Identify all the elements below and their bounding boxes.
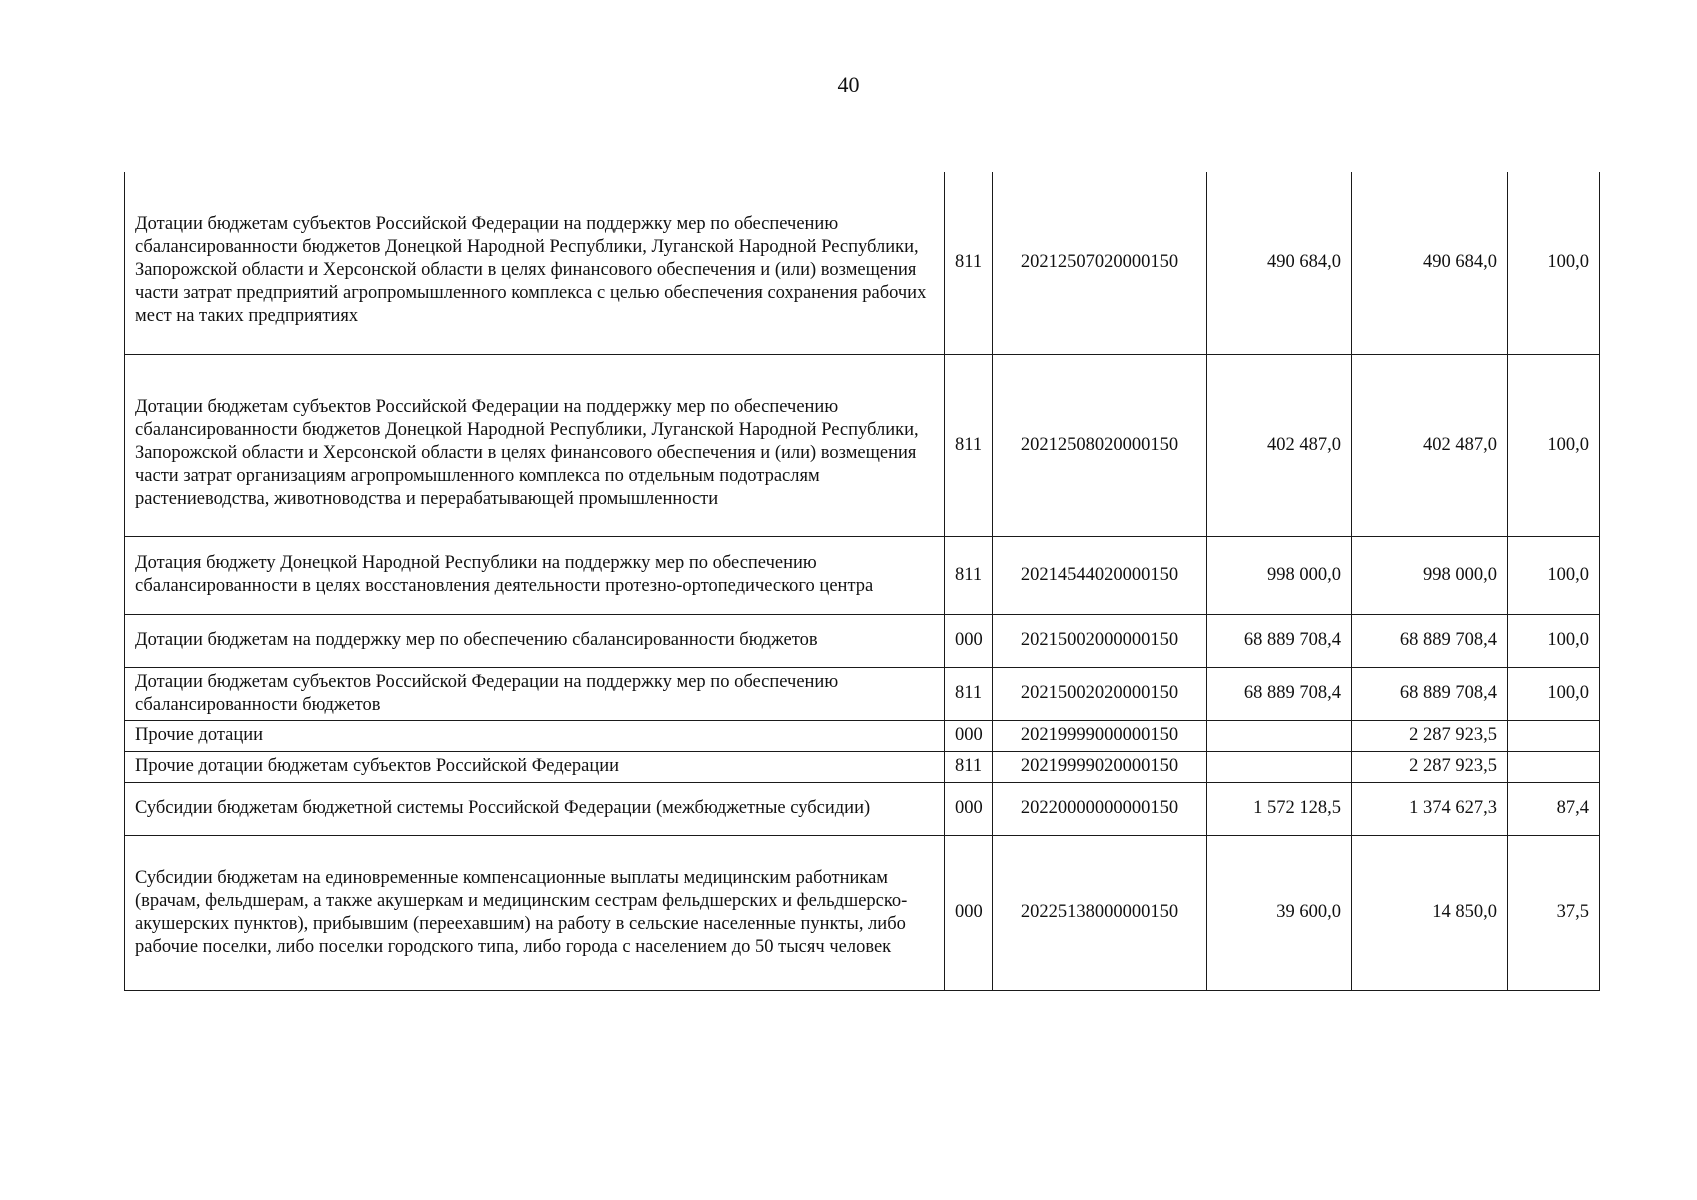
row-budget-code: 20215002020000150: [993, 667, 1207, 720]
table-row: [125, 536, 1600, 614]
row-budget-code: 20215002000000150: [993, 614, 1207, 667]
row-fact-value: 2 287 923,5: [1352, 751, 1508, 782]
table-row: [125, 614, 1600, 667]
budget-revenue-table: [124, 172, 1600, 991]
table-row: [125, 720, 1600, 751]
row-name: Субсидии бюджетам бюджетной системы Российской Федерации (межбюджетные субсидии): [125, 782, 945, 835]
row-name: Субсидии бюджетам на единовременные компенсационные выплаты медицинским работникам (врачам, фельдшерам, а также акушеркам и медицинским сестрам фельдшерских и фельдшерско-акушерских пунктов), прибывшим (переехавшим) на работу в сельские населенные пункты, либо рабочие поселки, либо поселки городского типа, либо города с населением до 50 тысяч человек: [125, 835, 945, 990]
row-admin-code: 000: [945, 720, 993, 751]
page-number: 40: [837, 72, 860, 97]
row-plan-value: 402 487,0: [1207, 354, 1352, 536]
row-admin-code: 000: [945, 782, 993, 835]
row-budget-code: 20225138000000150: [993, 835, 1207, 990]
table-row: [125, 782, 1600, 835]
table-row: [125, 172, 1600, 354]
row-plan-value: 1 572 128,5: [1207, 782, 1352, 835]
row-admin-code: 811: [945, 536, 993, 614]
row-budget-code: 20212508020000150: [993, 354, 1207, 536]
row-admin-code: 000: [945, 835, 993, 990]
row-plan-value: [1207, 720, 1352, 751]
row-plan-value: 39 600,0: [1207, 835, 1352, 990]
row-name: Прочие дотации бюджетам субъектов Российской Федерации: [125, 751, 945, 782]
row-percent: 100,0: [1508, 667, 1600, 720]
table-row: [125, 667, 1600, 720]
row-budget-code: 20219999000000150: [993, 720, 1207, 751]
row-plan-value: 68 889 708,4: [1207, 614, 1352, 667]
table-row: [125, 751, 1600, 782]
row-admin-code: 811: [945, 751, 993, 782]
row-fact-value: 402 487,0: [1352, 354, 1508, 536]
row-fact-value: 14 850,0: [1352, 835, 1508, 990]
row-plan-value: 998 000,0: [1207, 536, 1352, 614]
row-admin-code: 811: [945, 172, 993, 354]
row-budget-code: 20212507020000150: [993, 172, 1207, 354]
row-percent: 100,0: [1508, 172, 1600, 354]
row-plan-value: 68 889 708,4: [1207, 667, 1352, 720]
row-percent: 100,0: [1508, 614, 1600, 667]
row-plan-value: [1207, 751, 1352, 782]
row-name: Прочие дотации: [125, 720, 945, 751]
row-percent: [1508, 720, 1600, 751]
table-row: [125, 835, 1600, 990]
row-fact-value: 68 889 708,4: [1352, 614, 1508, 667]
row-fact-value: 68 889 708,4: [1352, 667, 1508, 720]
row-fact-value: 1 374 627,3: [1352, 782, 1508, 835]
row-percent: 87,4: [1508, 782, 1600, 835]
row-percent: 100,0: [1508, 536, 1600, 614]
row-name: Дотации бюджетам субъектов Российской Федерации на поддержку мер по обеспечению сбалансированности бюджетов Донецкой Народной Республики, Луганской Народной Республики, Запорожской области и Херсонской области в целях финансового обеспечения и (или) возмещения части затрат организациям агропромышленного комплекса по отдельным подотраслям растениеводства, животноводства и перерабатывающей промышленности: [125, 354, 945, 536]
row-fact-value: 490 684,0: [1352, 172, 1508, 354]
row-budget-code: 20219999020000150: [993, 751, 1207, 782]
row-percent: 37,5: [1508, 835, 1600, 990]
row-plan-value: 490 684,0: [1207, 172, 1352, 354]
row-name: Дотация бюджету Донецкой Народной Республики на поддержку мер по обеспечению сбалансированности в целях восстановления деятельности протезно-ортопедического центра: [125, 536, 945, 614]
row-budget-code: 20220000000000150: [993, 782, 1207, 835]
row-budget-code: 20214544020000150: [993, 536, 1207, 614]
row-admin-code: 811: [945, 667, 993, 720]
row-percent: [1508, 751, 1600, 782]
row-name: Дотации бюджетам на поддержку мер по обеспечению сбалансированности бюджетов: [125, 614, 945, 667]
row-admin-code: 811: [945, 354, 993, 536]
row-fact-value: 2 287 923,5: [1352, 720, 1508, 751]
row-name: Дотации бюджетам субъектов Российской Федерации на поддержку мер по обеспечению сбалансированности бюджетов Донецкой Народной Республики, Луганской Народной Республики, Запорожской области и Херсонской области в целях финансового обеспечения и (или) возмещения части затрат предприятий агропромышленного комплекса с целью обеспечения сохранения рабочих мест на таких предприятиях: [125, 172, 945, 354]
row-name: Дотации бюджетам субъектов Российской Федерации на поддержку мер по обеспечению сбалансированности бюджетов: [125, 667, 945, 720]
row-admin-code: 000: [945, 614, 993, 667]
row-percent: 100,0: [1508, 354, 1600, 536]
row-fact-value: 998 000,0: [1352, 536, 1508, 614]
table-row: [125, 354, 1600, 536]
